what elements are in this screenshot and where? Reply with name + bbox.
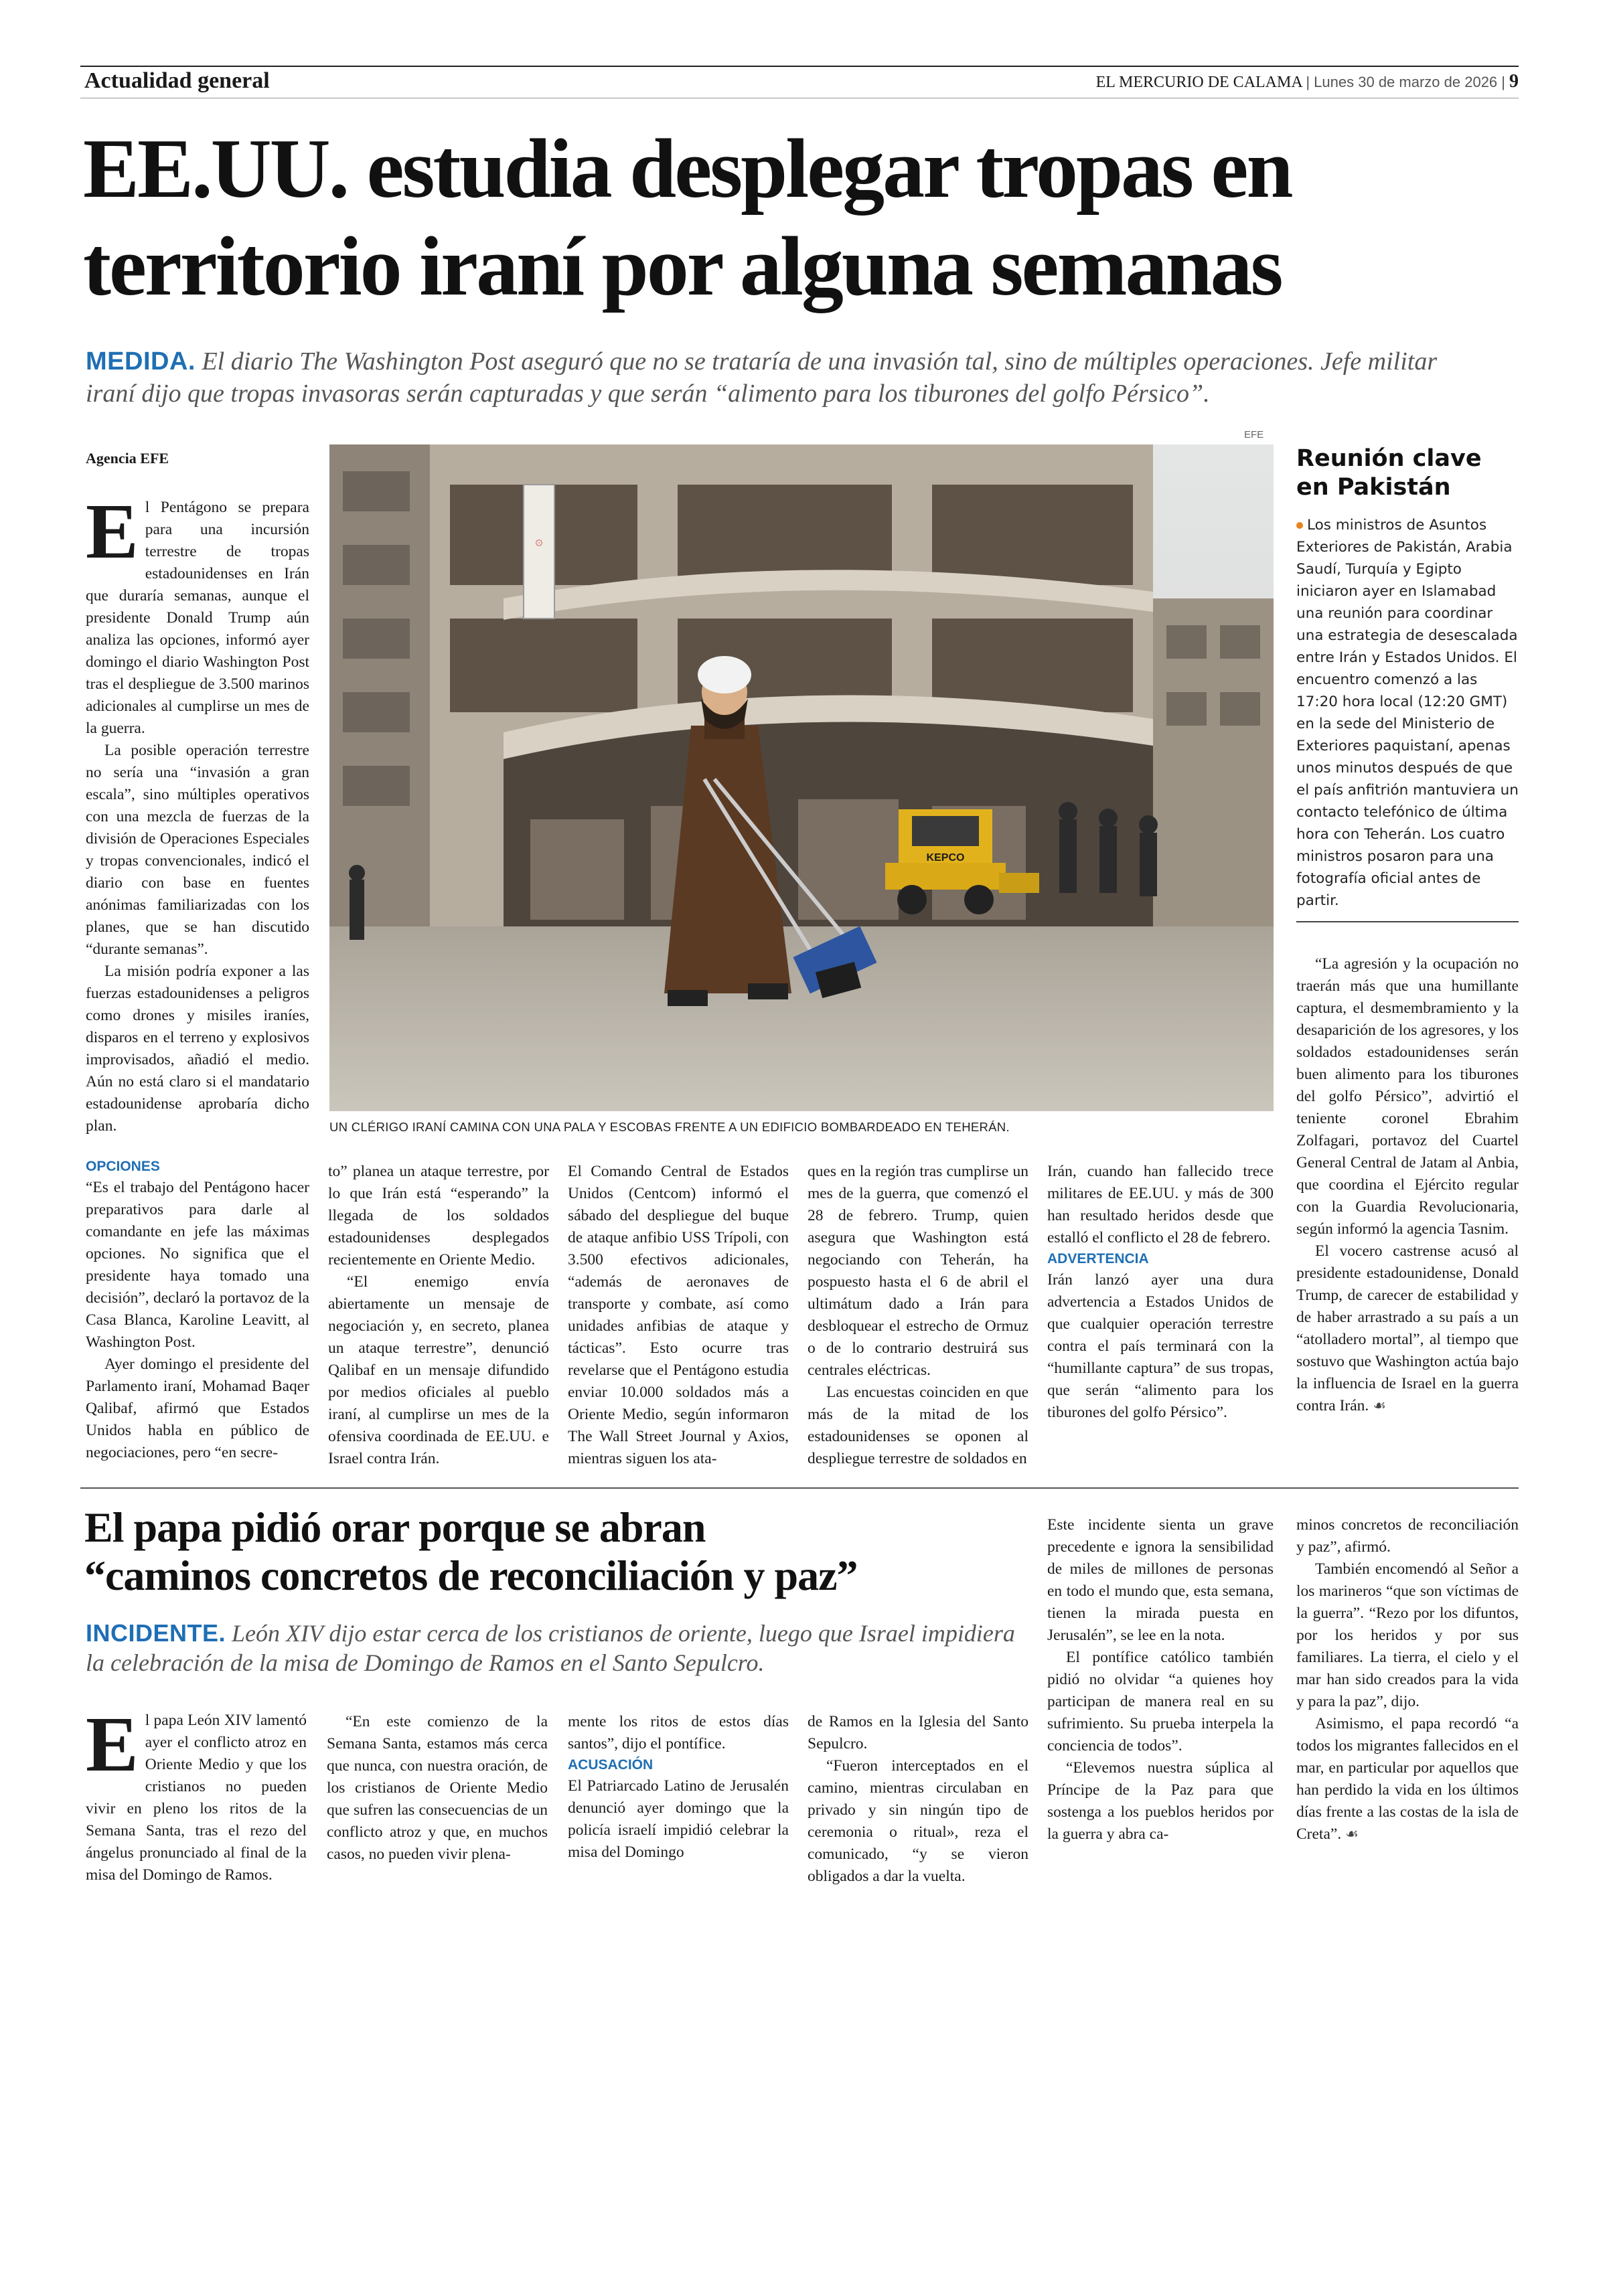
- paragraph: El Comando Central de Estados Unidos (Centcom) informó el sábado del despliegue del buque de ataque anfibio USS Trípoli, con 3.500 efectivos adicionales, “además de aeronaves de transporte y combate, así como unidades anfibias de ataque y tácticas”. Esto ocurre tras revelarse que el Pentágono estudia enviar 10.000 soldados más a Oriente Medio, según informaron The Wall Street Journal y Axios, mientras siguen los ata-: [568, 1163, 789, 1467]
- paragraph: El papa León XIV lamentó ayer el conflicto atroz en Oriente Medio y que los cristianos no pueden vivir en pleno los ritos de la Semana Santa, tras el rezo del ángelus pronunciado al final de la misa del Domingo de Ramos.: [86, 1700, 307, 1884]
- article2-column-2: [327, 1711, 548, 1866]
- article1-column-b2: [328, 1161, 549, 1470]
- subhead-advertencia: ADVERTENCIA: [1047, 1251, 1149, 1266]
- article1-column-b3: [568, 1161, 789, 1470]
- paragraph: Asimismo, el papa recordó “a todos los migrantes fallecidos en el mar, en particular por aquellos que han perdido la vida en los últimos días frente a las costas de la isla de Creta”. ☙: [1296, 1715, 1519, 1843]
- dropcap: E: [86, 1700, 139, 1788]
- article2-column-5: [1047, 1514, 1274, 1846]
- paragraph: “Es el trabajo del Pentágono hacer preparativos para darle al comandante en jefe las máximas opciones. No significa que el presidente haya tomado una decisión”, declaró la portavoz de la Casa Blanca, Karoline Leavitt, al Washington Post.: [86, 1179, 309, 1351]
- article1-column-6: [1296, 953, 1519, 1417]
- paragraph: Ayer domingo el presidente del Parlamento iraní, Mohamad Baqer Qalibaf, afirmó que Estados Unidos habla en público de negociaciones, pero “en secre-: [86, 1356, 309, 1461]
- article1-column-b5: [1047, 1161, 1274, 1424]
- sidebar-title: Reunión clave en Pakistán: [1296, 445, 1482, 501]
- lead-tag: MEDIDA.: [86, 347, 196, 376]
- sidebar-box: [1296, 444, 1519, 922]
- lead-tag: INCIDENTE.: [86, 1619, 226, 1647]
- paragraph: El Pentágono se prepara para una incursión terrestre de tropas estadounidenses en Irán que duraría semanas, aunque el presidente Donald Trump aún analiza las opciones, informó ayer domingo el diario Washington Post tras el despliegue de 3.500 marinos adicionales al cumplirse un mes de la guerra.: [86, 487, 309, 737]
- paragraph: to” planea un ataque terrestre, por lo que Irán está “esperando” la llegada de los soldados estadounidenses desplegados recientemente en Oriente Medio.: [328, 1163, 549, 1268]
- article1-column-b4: [808, 1161, 1028, 1470]
- headline-line-1: El papa pidió orar porque se abran: [84, 1503, 706, 1551]
- end-mark-icon: ☙: [1345, 1826, 1359, 1843]
- paragraph: “El enemigo envía abiertamente un mensaje de negociación y, en secreto, planea un ataque terrestre”, denunció Qalibaf en un mensaje difundido por medios oficiales al pueblo iraní, al cumplirse un mes de la ofensiva coordinada de EE.UU. e Israel contra Irán.: [328, 1273, 549, 1467]
- lead-text: El diario The Washington Post aseguró que no se trataría de una invasión tal, sino de múltiples operaciones. Jefe militar iraní dijo que tropas invasoras serán capturadas y que serán “alimento para los tiburones del golfo Pérsico”.: [86, 347, 1438, 408]
- article2-column-4: [808, 1711, 1028, 1888]
- headline-line-1: EE.UU. estudia desplegar tropas en: [83, 122, 1292, 216]
- paragraph: La misión podría exponer a las fuerzas estadounidenses a peligros como drones y misiles iraníes, disparos en el terreno y explosivos improvisados, añadió el medio. Aún no está claro si el mandatario estadounidense aprobaría dicho plan.: [86, 963, 309, 1135]
- paragraph: Irán, cuando han fallecido trece militares de EE.UU. y más de 300 han resultado heridos desde que estalló el conflicto el 28 de febrero.: [1047, 1163, 1274, 1246]
- paragraph: “Fueron interceptados en el camino, mientras circulaban en privado y sin ningún tipo de ceremonia o ritual», reza el comunicado, “y se vieron obligados a dar la vuelta.: [808, 1757, 1028, 1885]
- paragraph: minos concretos de reconciliación y paz”, afirmó.: [1296, 1516, 1519, 1556]
- subhead-acusacion: ACUSACIÓN: [568, 1757, 654, 1773]
- article1-lead: [86, 345, 1485, 410]
- article2-lead: [86, 1619, 1037, 1677]
- sidebar-bottom-rule: [1296, 921, 1519, 922]
- subhead-opciones: OPCIONES: [86, 1159, 160, 1174]
- paragraph: “En este comienzo de la Semana Santa, estamos más cerca que nunca, con nuestra oración, de los cristianos de Oriente Medio que sufren las consecuencias de un conflicto atroz y que, en muchos casos, no pueden vivir plena-: [327, 1713, 548, 1863]
- bullet-icon: [1296, 522, 1303, 529]
- photo-illustration: [329, 444, 1274, 1111]
- headline-line-2: “caminos concretos de reconciliación y paz”: [84, 1552, 858, 1599]
- paragraph: La posible operación terrestre no sería una “invasión a gran escala”, sino múltiples operativos con una mezcla de fuerzas de la división de Operaciones Especiales y tropas convencionales, indicó el diario con base en fuentes anónimas familiarizadas con los planes, que se han discutido “durante semanas”.: [86, 742, 309, 958]
- paragraph: “Elevemos nuestra súplica al Príncipe de la Paz para que sostenga a los pueblos heridos por la guerra y abra ca-: [1047, 1759, 1274, 1843]
- photo-credit: EFE: [1244, 429, 1264, 440]
- paragraph: de Ramos en la Iglesia del Santo Sepulcro.: [808, 1713, 1028, 1752]
- main-photo: [329, 444, 1274, 1111]
- article2-column-6: [1296, 1514, 1519, 1846]
- lead-text: León XIV dijo estar cerca de los cristianos de oriente, luego que Israel impidiera la celebración de la misa de Domingo de Ramos en el Santo Sepulcro.: [86, 1620, 1015, 1676]
- page-number: 9: [1509, 71, 1519, 92]
- article1-column-1: [86, 487, 309, 1137]
- paragraph: El Patriarcado Latino de Jerusalén denunció ayer domingo que la policía israelí impidió celebrar la misa del Domingo: [568, 1777, 789, 1861]
- byline: Agencia EFE: [86, 450, 169, 467]
- paragraph: “La agresión y la ocupación no traerán más que una humillante captura, el desmembramiento y la desaparición de los agresores, y los soldados estadounidenses serán buen alimento para los tiburones del golfo Pérsico”, advirtió el teniente coronel Ebrahim Zolfagari, portavoz del Cuartel General Central de Jatam al Anbia, que coordina el Ejército regular con la Guardia Revolucionaria, según informó la agencia Tasnim.: [1296, 955, 1519, 1238]
- headline-line-2: territorio iraní por alguna semanas: [83, 220, 1282, 313]
- header-top-rule: [80, 66, 1519, 67]
- issue-date: | Lunes 30 de marzo de 2026 |: [1306, 74, 1505, 90]
- paragraph: El vocero castrense acusó al presidente estadounidense, Donald Trump, de carecer de estabilidad y de haber arrastrado a su país a un “atolladero mortal”, al tiempo que sostuvo que Washington actúa bajo la influencia de Israel en la guerra contra Irán. ☙: [1296, 1242, 1519, 1414]
- newspaper-name: EL MERCURIO DE CALAMA: [1095, 74, 1302, 91]
- article2-headline: [84, 1503, 1042, 1600]
- svg-text:۞: ۞: [535, 532, 543, 548]
- dropcap: E: [86, 487, 139, 575]
- section-label: Actualidad general: [84, 68, 270, 93]
- paragraph: Las encuestas coinciden en que más de la mitad de los estadounidenses se oponen al despliegue terrestre de soldados en: [808, 1384, 1028, 1467]
- paragraph: Irán lanzó ayer una dura advertencia a Estados Unidos de que cualquier operación terrestre contra el país terminará con la “humillante captura” de sus tropas, que serán “alimento para los tiburones del golfo Pérsico”.: [1047, 1271, 1274, 1421]
- article1-headline: [83, 120, 1523, 316]
- sidebar-text: Los ministros de Asuntos Exteriores de Pakistán, Arabia Saudí, Turquía y Egipto iniciaron ayer en Islamabad una reunión para coordinar una estrategia de desescalada entre Irán y Estados Unidos. El encuentro comenzó a las 17:20 hora local (12:20 GMT) en la sede del Ministerio de Exteriores paquistaní, apenas unos minutos después de que el país anfitrión mantuviera un contacto telefónico de última hora con Teherán. Los cuatro ministros posaron para una fotografía oficial antes de partir.: [1296, 517, 1519, 909]
- paragraph: Este incidente sienta un grave precedente e ignora la sensibilidad de miles de millones de personas en todo el mundo que, esta semana, tienen la mirada puesta en Jerusalén”, se lee en la nota.: [1047, 1516, 1274, 1644]
- paragraph: El pontífice católico también pidió no olvidar “a quienes hoy participan de manera real en su sufrimiento. Su prueba interpela la conciencia de todos”.: [1047, 1649, 1274, 1754]
- bulldozer-sign: KEPCO: [926, 852, 965, 864]
- paragraph: mente los ritos de estos días santos”, dijo el pontífice.: [568, 1713, 789, 1752]
- masthead-info: [1096, 70, 1519, 94]
- article-divider: [80, 1487, 1519, 1489]
- article2-column-3: [568, 1711, 789, 1864]
- paragraph: ques en la región tras cumplirse un mes de la guerra, que comenzó el 28 de febrero. Trump, quien asegura que Washington está negociando con Teherán, ha pospuesto hasta el 6 de abril el ultimátum dado a Irán para desbloquear el estrecho de Ormuz o de lo contrario destruirá sus centrales eléctricas.: [808, 1163, 1028, 1379]
- paragraph: También encomendó al Señor a los marineros “que son víctimas de la guerra”. “Rezo por los difuntos, por los heridos y por sus familiares. La tierra, el cielo y el mar han sido creados para la vida y para la paz”, dijo.: [1296, 1560, 1519, 1710]
- article2-column-1: [86, 1700, 307, 1886]
- photo-caption: UN CLÉRIGO IRANÍ CAMINA CON UNA PALA Y ESCOBAS FRENTE A UN EDIFICIO BOMBARDEADO EN TEHERÁN.: [329, 1120, 1010, 1134]
- article1-column-b1: [86, 1157, 309, 1464]
- end-mark-icon: ☙: [1373, 1398, 1386, 1414]
